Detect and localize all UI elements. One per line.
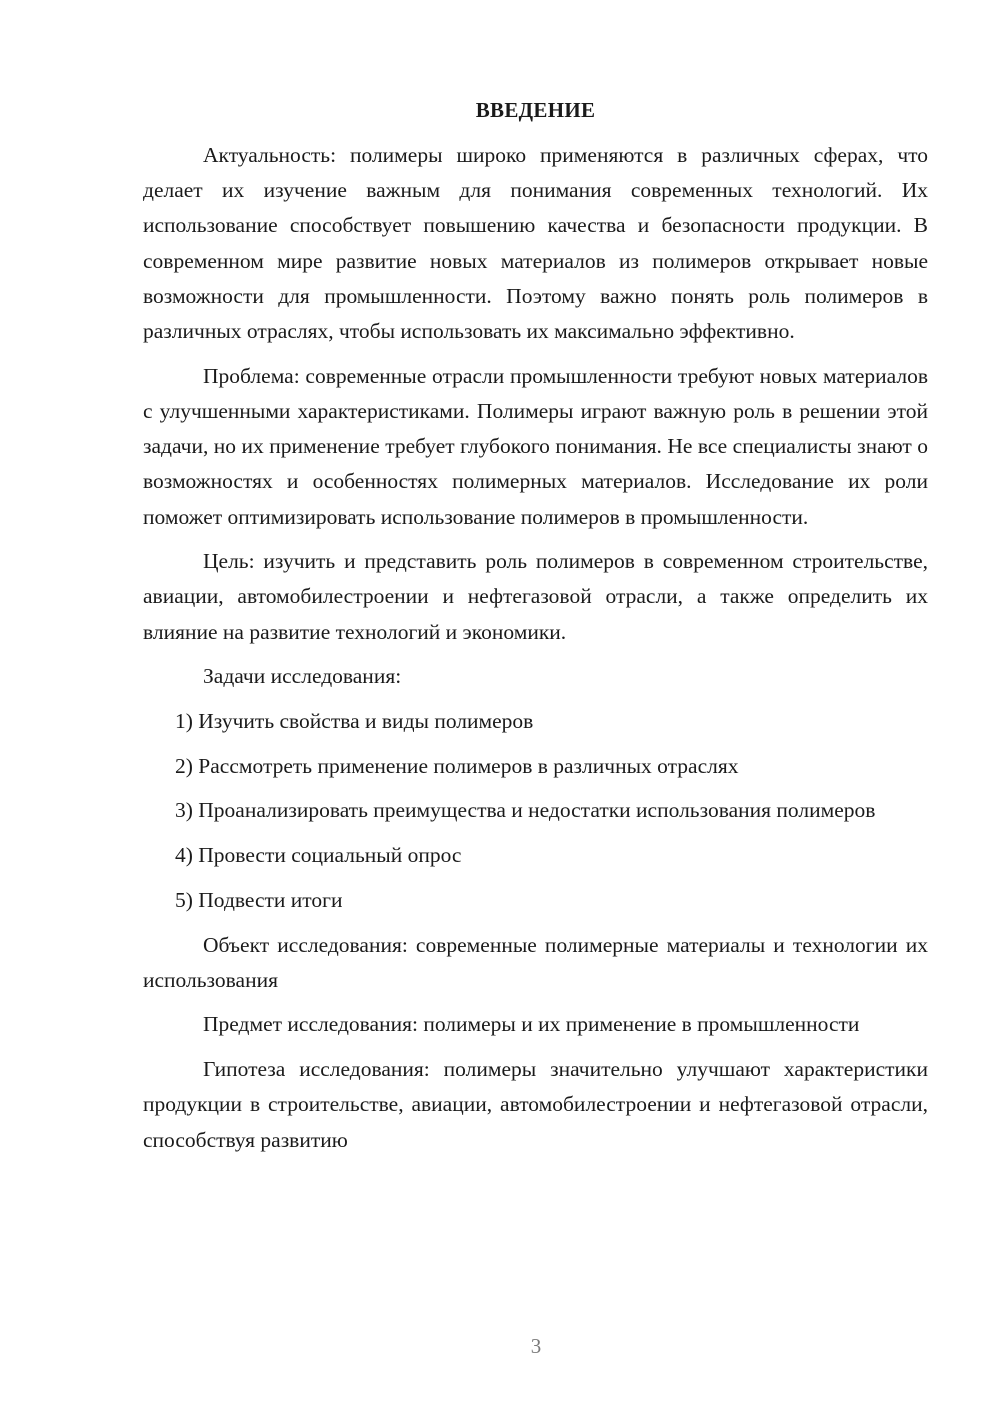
page-number: 3 bbox=[530, 1334, 542, 1358]
paragraph-goal: Цель: изучить и представить роль полимеров в современном строительстве, авиации, автомобилестроении и нефтегазовой отрасли, а также определить их влияние на развитие технологий и экономики. bbox=[143, 549, 928, 644]
paragraph-tasks-heading: Задачи исследования: bbox=[203, 664, 402, 689]
list-item: 5) Подвести итоги bbox=[175, 887, 343, 912]
paragraph-relevance: Актуальность: полимеры широко применяются в различных сферах, что делает их изучение важным для понимания современных технологий. Их использование способствует повышению качества и безопасности продукции. В современном мире развитие новых материалов из полимеров открывает новые возможности для промышленности. Поэтому важно понять роль полимеров в различных отраслях, чтобы использовать их максимально эффективно. bbox=[143, 143, 928, 344]
list-item: 2) Рассмотреть применение полимеров в различных отраслях bbox=[175, 753, 739, 778]
paragraph-hypothesis: Гипотеза исследования: полимеры значительно улучшают характеристики продукции в строительстве, авиации, автомобилестроении и нефтегазовой отрасли, способствуя развитию bbox=[143, 1057, 928, 1152]
list-item: 1) Изучить свойства и виды полимеров bbox=[175, 709, 534, 734]
list-item: 3) Проанализировать преимущества и недостатки использования полимеров bbox=[175, 798, 876, 823]
task-list bbox=[143, 704, 928, 918]
paragraph-subject: Предмет исследования: полимеры и их применение в промышленности bbox=[203, 1012, 860, 1037]
list-item: 4) Провести социальный опрос bbox=[175, 843, 462, 868]
paragraph-problem: Проблема: современные отрасли промышленности требуют новых материалов с улучшенными характеристиками. Полимеры играют важную роль в решении этой задачи, но их применение требует глубокого понимания. Не все специалисты знают о возможностях и особенностях полимерных материалов. Исследование их роли поможет оптимизировать использование полимеров в промышленности. bbox=[143, 363, 928, 529]
paragraph-object: Объект исследования: современные полимерные материалы и технологии их использования bbox=[143, 932, 928, 992]
document-page bbox=[143, 92, 928, 1167]
section-title: ВВЕДЕНИЕ bbox=[475, 98, 596, 122]
